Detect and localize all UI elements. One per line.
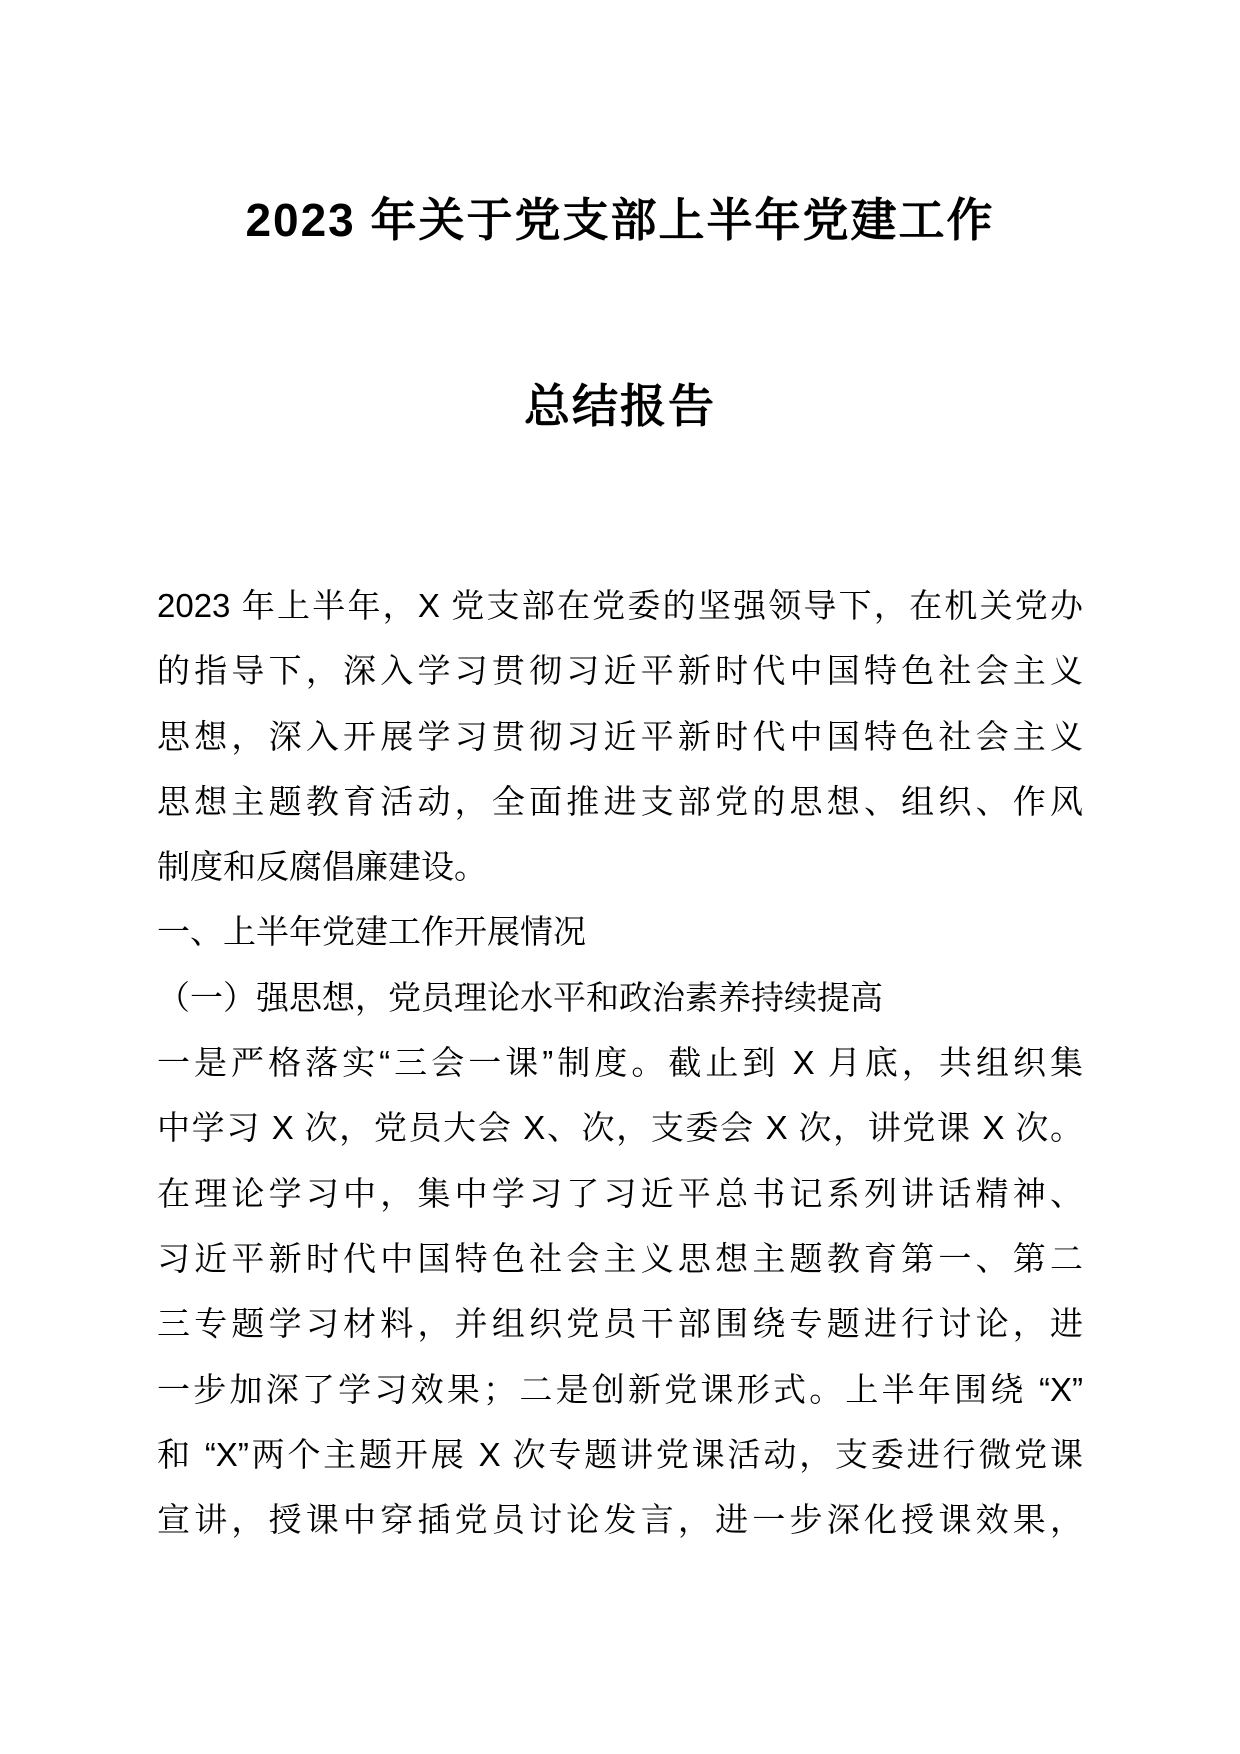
- body-line: 一是严格落实“三会一课”制度。截止到 X 月底，共组织集: [157, 1044, 1083, 1082]
- body-line: 思想，深入开展学习贯彻习近平新时代中国特色社会主义: [157, 717, 1083, 755]
- body-line: 一步加深了学习效果；二是创新党课形式。上半年围绕 “X”: [157, 1370, 1083, 1408]
- document-body: [157, 573, 1083, 1552]
- body-line: 在理论学习中，集中学习了习近平总书记系列讲话精神、: [157, 1174, 1083, 1212]
- body-line: （一）强思想，党员理论水平和政治素养持续提高: [157, 978, 883, 1016]
- document-title-line1: 2023 年关于党支部上半年党建工作: [245, 194, 995, 246]
- body-line: 思想主题教育活动，全面推进支部党的思想、组织、作风: [157, 782, 1083, 820]
- body-line: 宣讲，授课中穿插党员讨论发言，进一步深化授课效果，: [157, 1501, 1083, 1539]
- body-line: 习近平新时代中国特色社会主义思想主题教育第一、第二: [157, 1239, 1083, 1277]
- body-line: 中学习 X 次，党员大会 X、次，支委会 X 次，讲党课 X 次。: [157, 1109, 1083, 1147]
- body-line: 三专题学习材料，并组织党员干部围绕专题进行讨论，进: [157, 1305, 1083, 1343]
- body-line: 一、上半年党建工作开展情况: [157, 913, 586, 951]
- body-line: 2023 年上半年，X 党支部在党委的坚强领导下，在机关党办: [157, 587, 1083, 624]
- body-line: 的指导下，深入学习贯彻习近平新时代中国特色社会主义: [157, 652, 1083, 690]
- body-line: 制度和反腐倡廉建设。: [157, 848, 487, 886]
- document-title-line2: 总结报告: [524, 380, 716, 432]
- body-line: 和 “X”两个主题开展 X 次专题讲党课活动，支委进行微党课: [157, 1435, 1083, 1473]
